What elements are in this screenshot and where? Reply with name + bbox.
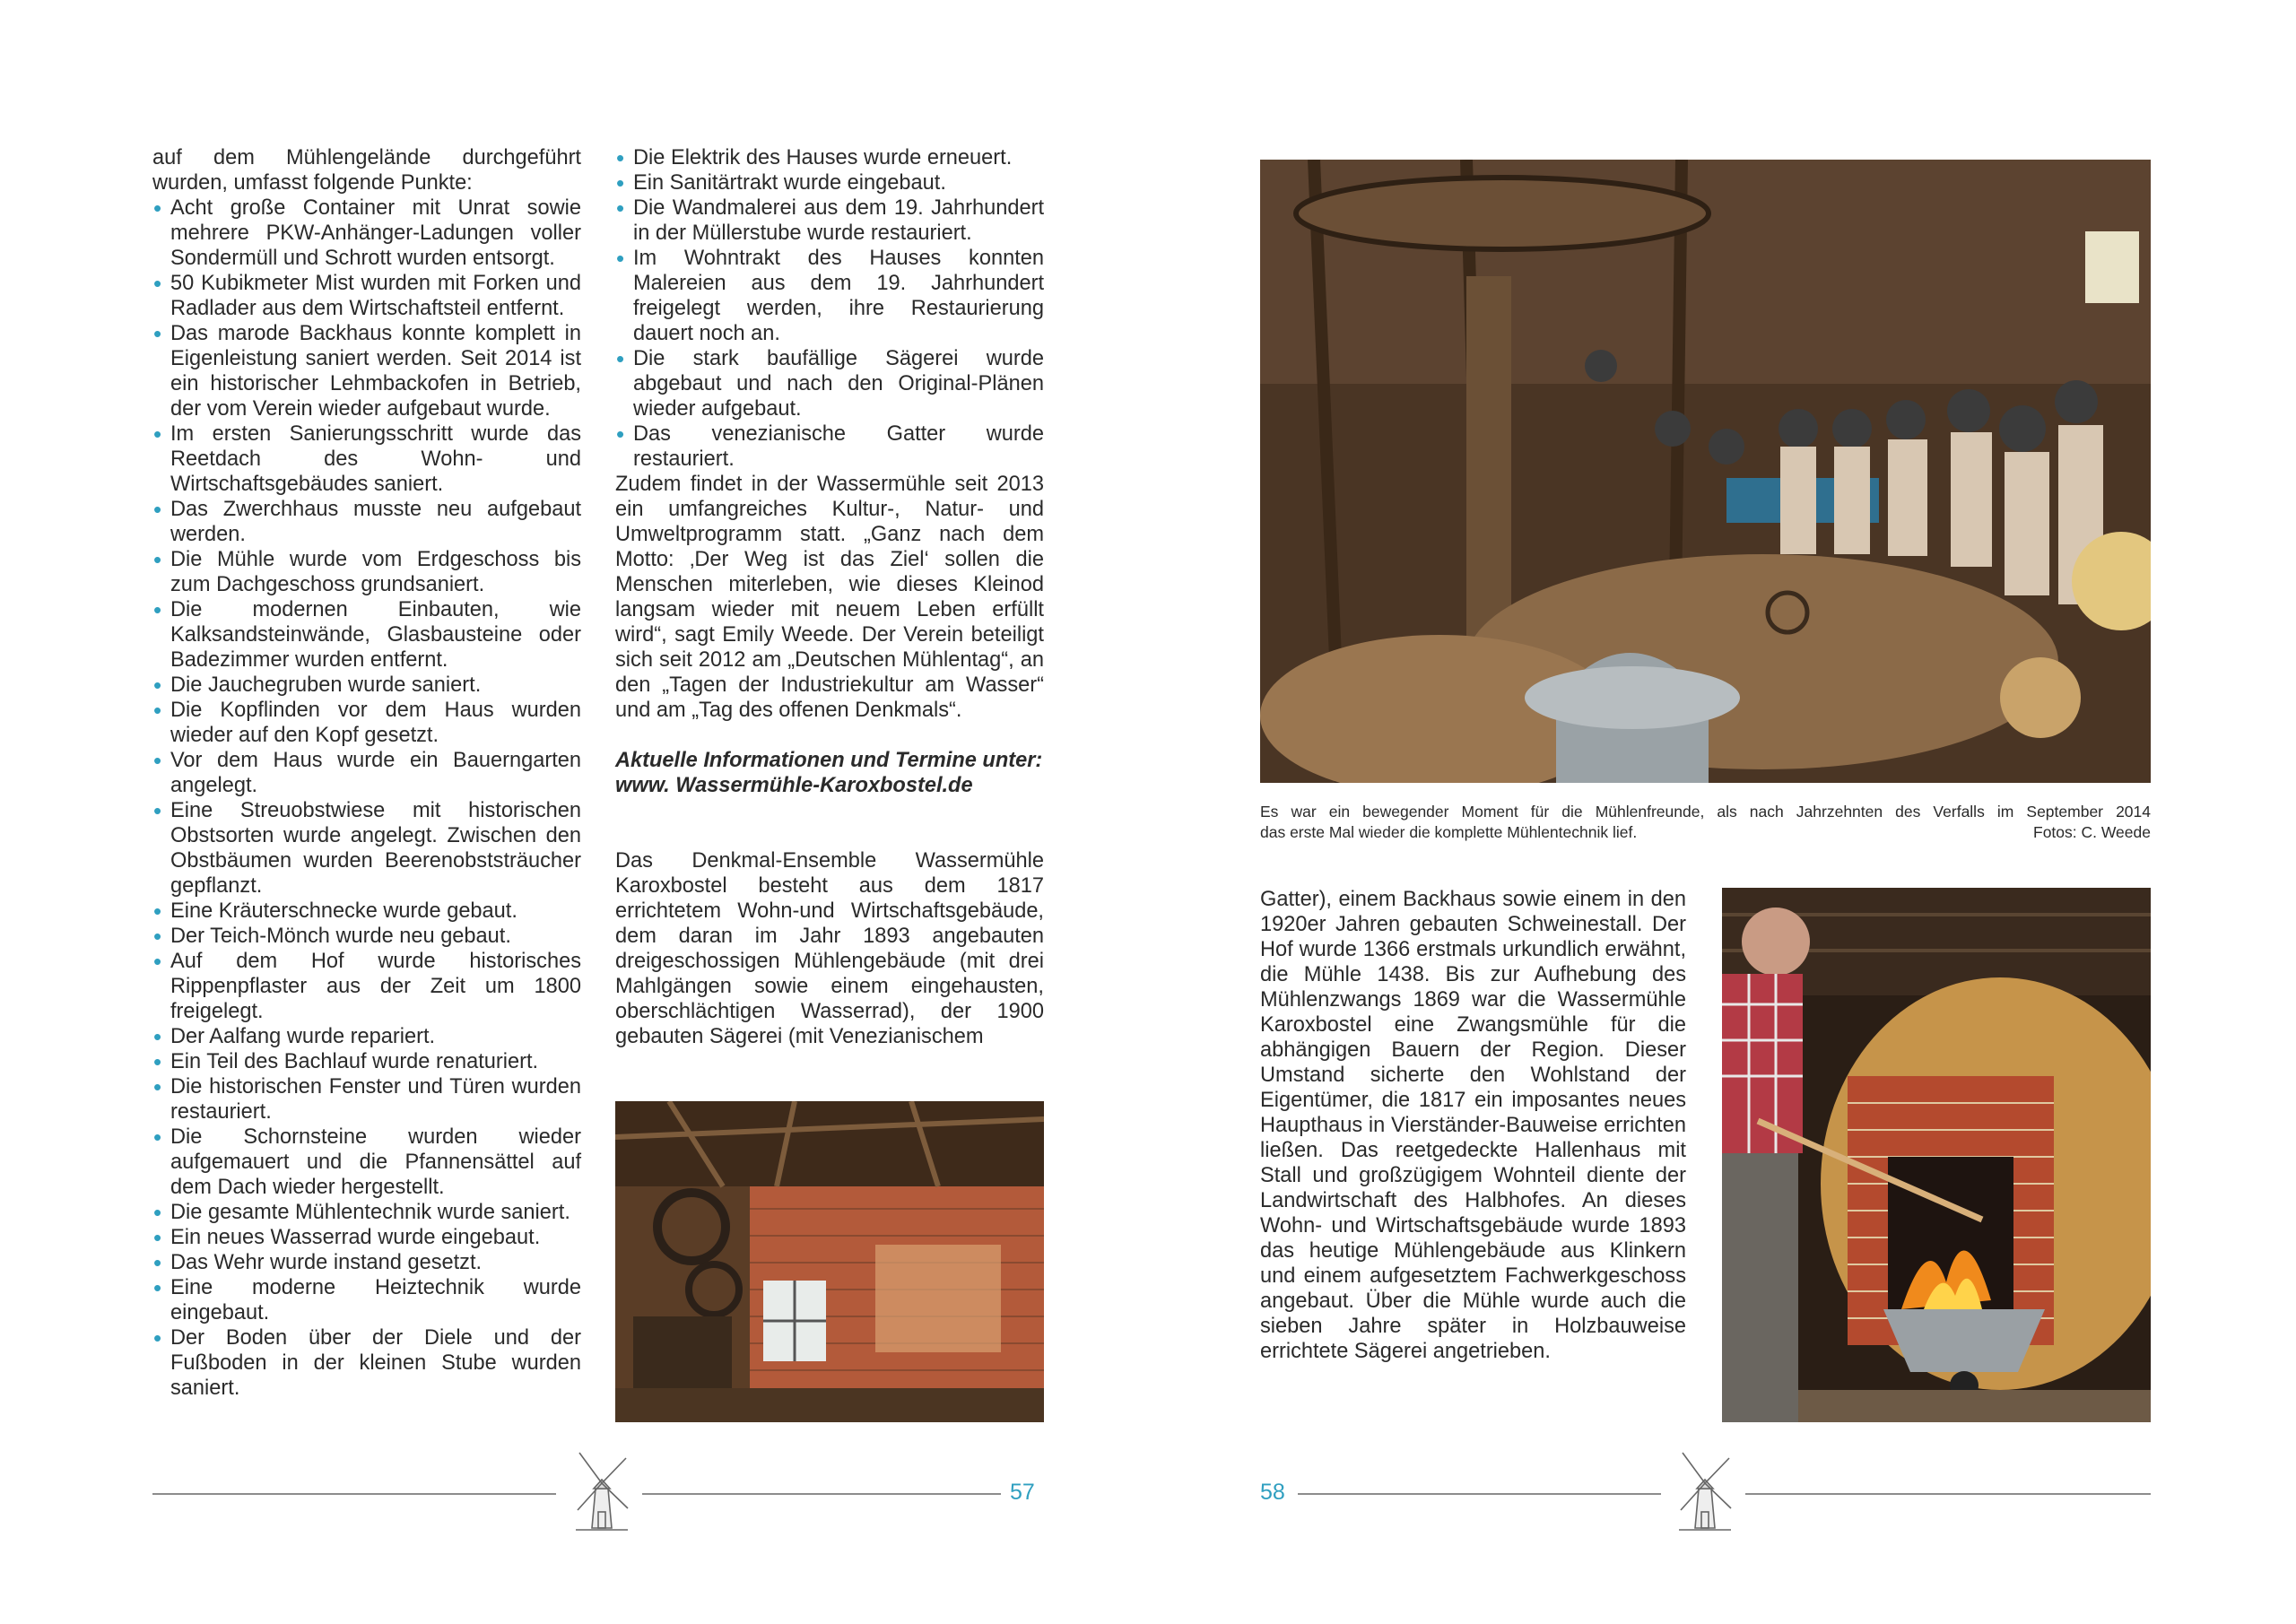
list-item: • Das Wehr wurde instand gesetzt. <box>152 1250 581 1275</box>
list-item: • Der Boden über der Diele und der Fußboden in der kleinen Stube wurden saniert. <box>152 1325 581 1401</box>
list-item: • Das venezianische Gatter wurde restauriert. <box>615 421 1044 472</box>
list-item: • Vor dem Haus wurde ein Bauerngarten angelegt. <box>152 748 581 798</box>
list-item: • Das marode Backhaus konnte komplett in Eigenleistung saniert werden. Seit 2014 ist ein historischer Lehmbackofen in Betrieb, der vom Verein wieder aufgebaut wurde. <box>152 321 581 421</box>
list-item: • Der Teich-Mönch wurde neu gebaut. <box>152 924 581 949</box>
caption-line-1: Es war ein bewegender Moment für die Mühlenfreunde, als nach Jahrzehnten des Verfalls im September 2014 <box>1260 803 2151 821</box>
list-item: • Die gesamte Mühlentechnik wurde saniert. <box>152 1200 581 1225</box>
page-number-right: 58 <box>1260 1480 1285 1505</box>
list-item: • Die stark baufällige Sägerei wurde abgebaut und nach den Original-Plänen wieder aufgebaut. <box>615 346 1044 421</box>
website-link[interactable]: www. Wassermühle-Karoxbostel.de <box>615 774 973 797</box>
list-item: • Das Zwerchhaus musste neu aufgebaut werden. <box>152 497 581 547</box>
list-item: • Die historischen Fenster und Türen wurden restauriert. <box>152 1074 581 1125</box>
list-item: • Ein Sanitärtrakt wurde eingebaut. <box>615 170 1044 195</box>
list-item: • 50 Kubikmeter Mist wurden mit Forken und Radlader aus dem Wirtschaftsteil entfernt. <box>152 271 581 321</box>
left-column-2 <box>615 145 1044 1049</box>
list-item: • Die Mühle wurde vom Erdgeschoss bis zum Dachgeschoss grundsaniert. <box>152 547 581 597</box>
list-item: • Auf dem Hof wurde historisches Rippenpflaster aus der Zeit um 1800 freigelegt. <box>152 949 581 1024</box>
list-item: • Ein neues Wasserrad wurde eingebaut. <box>152 1225 581 1250</box>
footer-rule-right-a <box>1298 1493 1661 1495</box>
mill-technology-photo <box>1260 160 2151 783</box>
windmill-icon-right <box>1674 1446 1736 1535</box>
list-item: • Im Wohntrakt des Hauses konnten Malereien aus dem 19. Jahrhundert freigelegt werden, ihre Restaurierung dauert noch an. <box>615 246 1044 346</box>
list-item: • Eine Streuobstwiese mit historischen Obstsorten wurde angelegt. Zwischen den Obstbäumen wurden Beerenobststräucher gepflanzt. <box>152 798 581 899</box>
sawmill-interior-photo <box>615 1101 1044 1422</box>
photo-caption <box>1260 802 2151 843</box>
windmill-icon <box>570 1446 633 1535</box>
list-item: • Die modernen Einbauten, wie Kalksandsteinwände, Glasbausteine oder Badezimmer wurden entfernt. <box>152 597 581 673</box>
left-column-1 <box>152 145 581 1401</box>
list-item: • Eine moderne Heiztechnik wurde eingebaut. <box>152 1275 581 1325</box>
program-paragraph: Zudem findet in der Wassermühle seit 2013 ein umfangreiches Kultur-, Natur- und Umweltprogramm statt. „Ganz nach dem Motto: ‚Der Weg ist das Ziel‘ sollen die Menschen miterleben, wie dieses Kleinod langsam wieder mit neuem Leben erfüllt wird“, sagt Emily Weede. Der Verein beteiligt sich seit 2012 am „Deutschen Mühlentag“, an den „Tagen der Industriekultur am Wasser“ und am „Tag des offenen Denkmals“. <box>615 473 1044 722</box>
footer-rule-left-a <box>152 1493 556 1495</box>
list-item: • Im ersten Sanierungsschritt wurde das Reetdach des Wohn- und Wirtschaftsgebäudes saniert. <box>152 421 581 497</box>
list-item: • Die Elektrik des Hauses wurde erneuert. <box>615 145 1044 170</box>
list-item: • Die Schornsteine wurden wieder aufgemauert und die Pfannensättel auf dem Dach wieder hergestellt. <box>152 1125 581 1200</box>
renovation-list-continued <box>615 145 1044 472</box>
list-item: • Acht große Container mit Unrat sowie mehrere PKW-Anhänger-Ladungen voller Sondermüll und Schrott wurden entsorgt. <box>152 195 581 271</box>
list-item: • Die Kopflinden vor dem Haus wurden wieder auf den Kopf gesetzt. <box>152 698 581 748</box>
footer-rule-right-b <box>1745 1493 2151 1495</box>
list-item: • Eine Kräuterschnecke wurde gebaut. <box>152 899 581 924</box>
history-paragraph: Gatter), einem Backhaus sowie einem in den 1920er Jahren gebauten Schweinestall. Der Hof wurde 1366 erstmals urkundlich erwähnt, die Mühle 1438. Bis zur Aufhebung des Mühlenzwangs 1869 war die Wassermühle Karoxbostel eine Zwangsmühle für die abhängigen Bauern der Region. Dieser Umstand sicherte den Wohlstand der Eigentümer, die 1817 ein imposantes neues Haupthaus in Vierständer-Bauweise errichten ließen. Das reetgedeckte Hallenhaus mit Stall und großzügigem Wohnteil diente der Landwirtschaft des Halbhofes. An dieses Wohn- und Wirtschaftsgebäude wurde 1893 das heutige Mühlengebäude aus Klinkern und einem aufgesetztem Fachwerkgeschoss angebaut. Über die Mühle wurde auch die sieben Jahre später in Holzbauweise errichtete Sägerei angetrieben. <box>1260 888 1686 1363</box>
bake-oven-photo <box>1722 888 2151 1422</box>
list-item: • Die Wandmalerei aus dem 19. Jahrhundert in der Müllerstube wurde restauriert. <box>615 195 1044 246</box>
caption-line-2: das erste Mal wieder die komplette Mühlentechnik lief. <box>1260 823 1638 841</box>
page-number-left: 57 <box>1010 1480 1035 1505</box>
ensemble-paragraph: Das Denkmal-Ensemble Wassermühle Karoxbostel besteht aus dem 1817 errichtetem Wohn-und Wirtschaftsgebäude, dem daran im Jahr 1893 angebauten dreigeschossigen Mühlengebäude (mit drei Mahlgängen sowie einem eingehausten, oberschlächtigen Wasserrad), der 1900 gebauten Sägerei (mit Venezianischem <box>615 849 1044 1048</box>
list-item: • Die Jauchegruben wurde saniert. <box>152 673 581 698</box>
list-item: • Der Aalfang wurde repariert. <box>152 1024 581 1049</box>
right-column <box>1260 887 1686 1364</box>
footer-rule-left-b <box>642 1493 1001 1495</box>
intro-text: auf dem Mühlengelände durchgeführt wurden, umfasst folgende Punkte: <box>152 146 581 195</box>
renovation-list <box>152 195 581 1401</box>
list-item: • Ein Teil des Bachlauf wurde renaturiert. <box>152 1049 581 1074</box>
caption-line-2-row <box>1260 822 2151 843</box>
photo-credit: Fotos: C. Weede <box>2033 823 2151 841</box>
info-heading: Aktuelle Informationen und Termine unter: <box>615 749 1043 772</box>
